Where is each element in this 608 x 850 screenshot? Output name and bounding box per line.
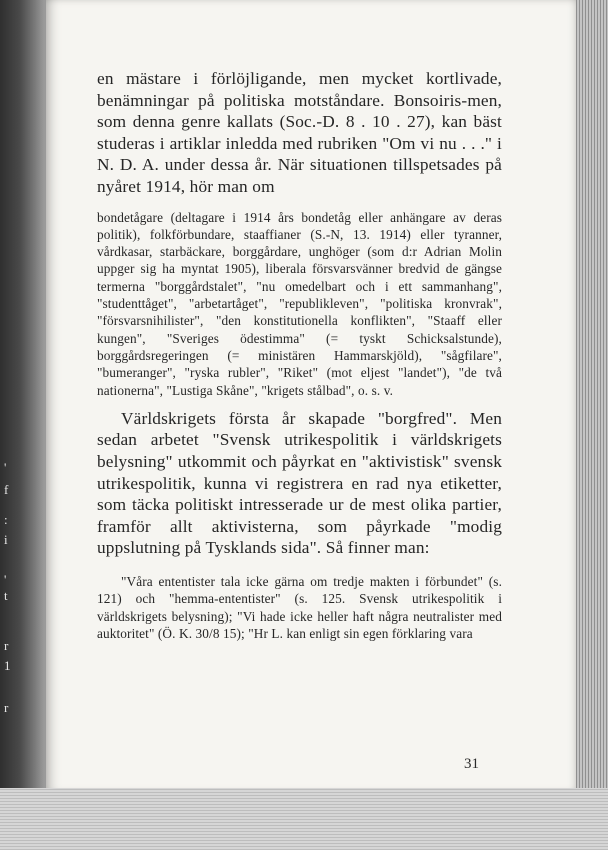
list-paragraph: bondetågare (deltagare i 1914 års bondetåg eller anhängare av deras politik), folkförbundare, staaffianer (S.-N, 13. 1914) eller tyranner, vårdkasar, starbäckare, borggårdare, unghöger (som d:r Adrian Molin uppger sig ha myntat 1905), liberala försvarsvänner bredvid de gängse termerna "borggårdstalet", "nu omedelbart och i ett sammanhang", "studenttåget", "arbetartåget", "republikleven", "politiska kronvrak", "försvarsnihilister", "den konstitutionella konflikten", "Staaff eller kungen", "Sveriges ödestimma" (= tyskt Schicksalstunde), borggårdsregeringen (= ministären Hammarskjöld), "sågfilare", "bumeranger", "ryska rubler", "Riket" (mot eljest "landet"), "de två nationerna", "Lustiga Skåne", "krigets stålbad", o. s. v. [97, 209, 502, 398]
intro-paragraph: en mästare i förlöjligande, men mycket kortlivade, benämningar på politiska motståndare. Bonsoiris-men, som denna genre kallats (Soc.-D. 8 . 10 . 27), kan bäst studeras i artiklar inledda med rubriken "Om vi nu . . ." i N. D. A. under dessa år. När situationen tillspetsades på nyåret 1914, hör man om [97, 69, 502, 196]
page-text [97, 68, 502, 642]
margin-fragment: 1 [4, 658, 11, 673]
right-edge-strip [576, 0, 608, 850]
margin-fragment: r [4, 638, 9, 653]
margin-fragment: ' [4, 460, 7, 475]
margin-fragment: t [4, 588, 8, 603]
margin-fragment: r [4, 700, 9, 715]
bottom-edge-strip [0, 788, 608, 850]
margin-fragment: ' [4, 572, 7, 587]
quote-paragraph: "Våra ententister tala icke gärna om tredje makten i förbundet" (s. 121) och "hemma-ententister" (s. 125. Svensk utrikespolitik i världskrigets belysning); "Vi hade icke heller haft några neutralister med auktoritet" (Ö. K. 30/8 15); "Hr L. kan enligt sin egen förklaring vara [97, 573, 502, 641]
main-paragraph: Världskrigets första år skapade "borgfred". Men sedan arbetet "Svensk utrikespolitik i världskrigets belysning" utkommit och påyrkat en "aktivistisk" svensk utrikespolitik, kunna vi registrera en rad nya etiketter, som täcka politiskt intresserade ur de mest olika partier, framför allt aktivisterna, som påyrkade "modig uppslutning på Tysklands sida". Så finner man: [97, 408, 502, 558]
margin-fragment: : [4, 512, 8, 527]
margin-fragment: i [4, 532, 8, 547]
page-number: 31 [464, 756, 479, 772]
book-page [46, 0, 578, 792]
margin-fragment: f [4, 482, 9, 497]
